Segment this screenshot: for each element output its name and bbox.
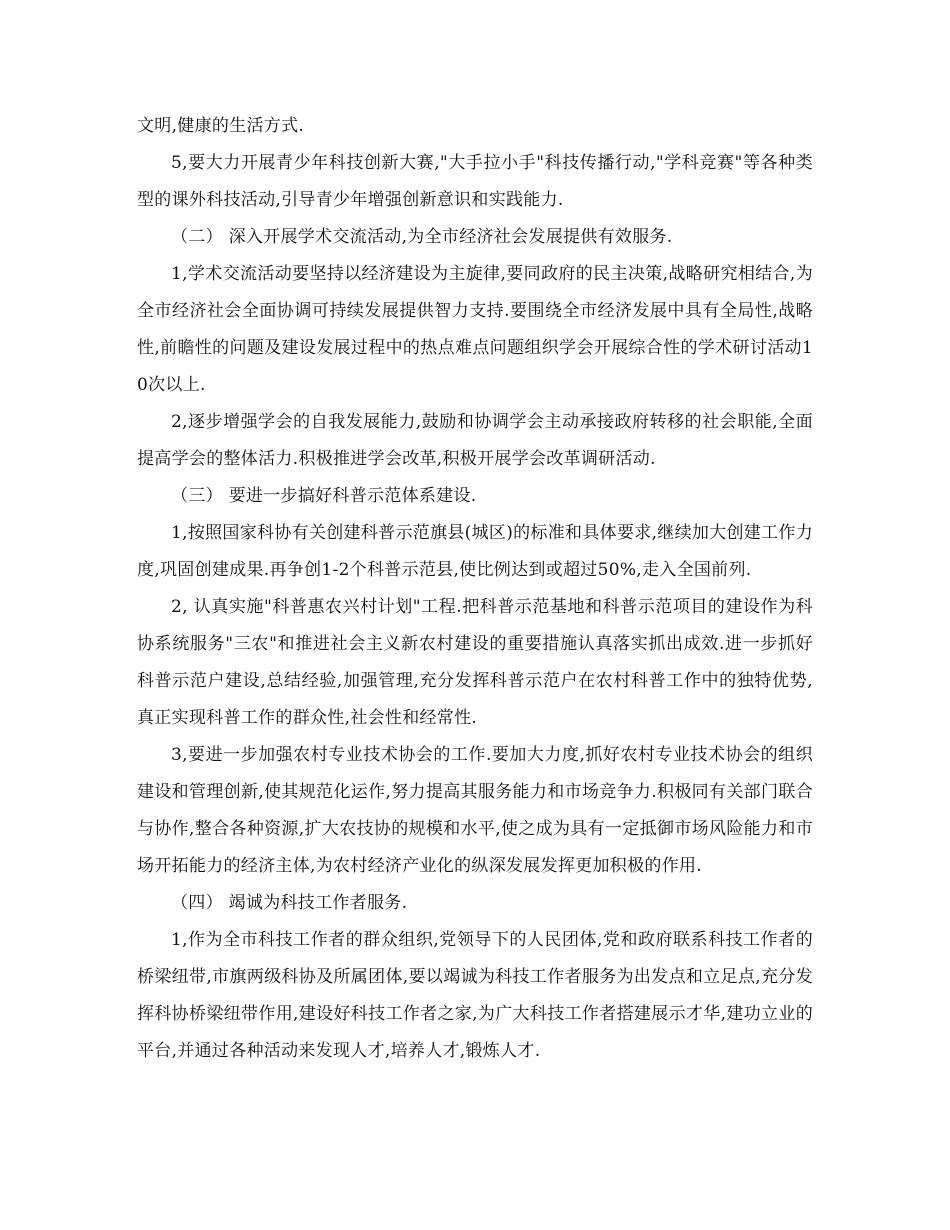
paragraph-demo-item-3: 3,要进一步加强农村专业技术协会的工作.要加大力度,抓好农村专业技术协会的组织建设和管理创新,使其规范化运作,努力提高其服务能力和市场竞争力.积极同有关部门联合与协作,整合各种资源,扩大农技协的规模和水平,使之成为具有一定抵御市场风险能力和市场开拓能力的经济主体,为农村经济产业化的纵深发展发挥更加积极的作用. — [137, 745, 813, 876]
paragraph-demo-item-1: 1,按照国家科协有关创建科普示范旗县(城区)的标准和具体要求,继续加大创建工作力度,巩固创建成果.再争创1-2个科普示范县,使比例达到或超过50%,走入全国前列. — [137, 523, 813, 580]
paragraph-academic-item-1: 1,学术交流活动要坚持以经济建设为主旋律,要同政府的民主决策,战略研究相结合,为全市经济社会全面协调可持续发展提供智力支持.要围绕全市经济发展中具有全局性,战略性,前瞻性的问题及建设发展过程中的热点难点问题组织学会开展综合性的学术研讨活动10次以上. — [137, 264, 813, 395]
section-heading-2: （二） 深入开展学术交流活动,为全市经济社会发展提供有效服务. — [171, 227, 673, 247]
section-heading-3: （三） 要进一步搞好科普示范体系建设. — [171, 486, 477, 506]
paragraph-continuation: 文明,健康的生活方式. — [137, 116, 305, 136]
section-heading-4: （四） 竭诚为科技工作者服务. — [171, 893, 408, 913]
paragraph-item-5: 5,要大力开展青少年科技创新大赛,"大手拉小手"科技传播行动,"学科竞赛"等各种类型的课外科技活动,引导青少年增强创新意识和实践能力. — [137, 153, 813, 210]
paragraph-service-item-1: 1,作为全市科技工作者的群众组织,党领导下的人民团体,党和政府联系科技工作者的桥梁纽带,市旗两级科协及所属团体,要以竭诚为科技工作者服务为出发点和立足点,充分发挥科协桥梁纽带作用,建设好科技工作者之家,为广大科技工作者搭建展示才华,建功立业的平台,并通过各种活动来发现人才,培养人才,锻炼人才. — [137, 930, 813, 1061]
paragraph-demo-item-2: 2, 认真实施"科普惠农兴村计划"工程.把科普示范基地和科普示范项目的建设作为科协系统服务"三农"和推进社会主义新农村建设的重要措施认真落实抓出成效.进一步抓好科普示范户建设,总结经验,加强管理,充分发挥科普示范户在农村科普工作中的独特优势,真正实现科普工作的群众性,社会性和经常性. — [137, 597, 813, 728]
paragraph-academic-item-2: 2,逐步增强学会的自我发展能力,鼓励和协调学会主动承接政府转移的社会职能,全面提高学会的整体活力.积极推进学会改革,积极开展学会改革调研活动. — [137, 412, 813, 469]
document-body — [137, 108, 813, 1070]
